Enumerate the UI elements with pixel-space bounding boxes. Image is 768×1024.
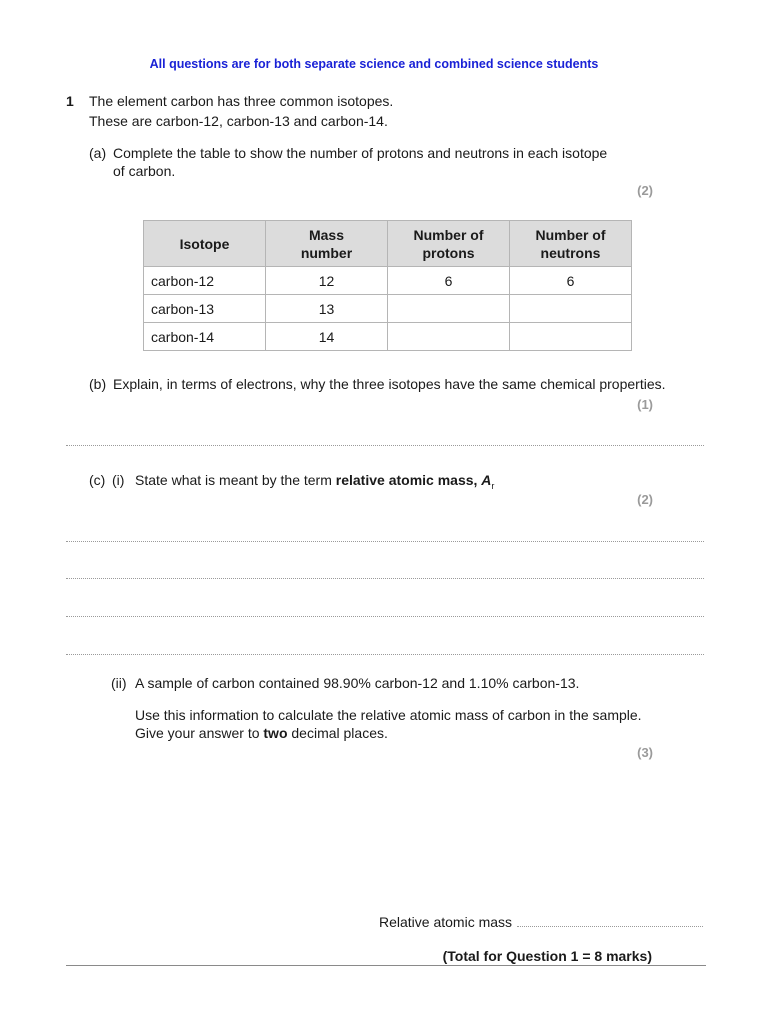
cell-protons-answer[interactable] <box>388 323 510 351</box>
header-isotope <box>144 221 266 267</box>
part-c-ii-text-line3-bold: two <box>263 725 288 741</box>
question-intro-line1: The element carbon has three common isotopes. <box>89 93 394 109</box>
part-c-i-term: relative atomic mass, <box>335 472 482 488</box>
table-row <box>144 295 632 323</box>
header-protons <box>388 221 510 267</box>
part-c-ii-text-line3 <box>135 725 388 741</box>
isotope-table <box>143 220 632 351</box>
bottom-rule <box>66 965 706 966</box>
answer-line-c-i-1[interactable] <box>66 541 704 542</box>
header-protons-line1: Number of <box>413 226 484 243</box>
part-b-text: Explain, in terms of electrons, why the three isotopes have the same chemical properties. <box>113 376 666 392</box>
answer-field-relative-atomic-mass[interactable] <box>517 926 703 927</box>
question-intro-line2: These are carbon-12, carbon-13 and carbon-14. <box>89 113 388 129</box>
answer-line-c-i-4[interactable] <box>66 654 704 655</box>
header-mass-number <box>266 221 388 267</box>
part-c-ii-text-line2: Use this information to calculate the relative atomic mass of carbon in the sample. <box>135 707 642 723</box>
part-c-i-subscript: r <box>491 480 495 491</box>
answer-line-c-i-2[interactable] <box>66 578 704 579</box>
header-mass-line2: number <box>300 244 353 261</box>
cell-mass-number: 13 <box>266 295 388 323</box>
part-a-marks: (2) <box>637 183 653 198</box>
part-c-i-label: (i) <box>112 472 125 488</box>
part-c-ii-text-line3-prefix: Give your answer to <box>135 725 264 741</box>
header-mass-line1: Mass <box>308 226 345 243</box>
question-number: 1 <box>66 93 74 109</box>
cell-neutrons: 6 <box>510 267 632 295</box>
part-b-marks: (1) <box>637 397 653 412</box>
part-c-i-symbol: A <box>481 472 492 488</box>
cell-isotope: carbon-14 <box>144 323 266 351</box>
cell-isotope: carbon-12 <box>144 267 266 295</box>
cell-protons-answer[interactable] <box>388 295 510 323</box>
part-c-ii-text-line3-suffix: decimal places. <box>287 725 388 741</box>
cell-neutrons-answer[interactable] <box>510 323 632 351</box>
table-header-row <box>144 221 632 267</box>
question-total: (Total for Question 1 = 8 marks) <box>442 948 652 964</box>
header-neutrons-line2: neutrons <box>540 244 601 261</box>
part-c-ii-label: (ii) <box>111 675 127 691</box>
part-a-text-line2: of carbon. <box>113 163 176 179</box>
part-a-text-line1: Complete the table to show the number of protons and neutrons in each isotope <box>113 145 608 161</box>
answer-line-c-i-3[interactable] <box>66 616 704 617</box>
table-row <box>144 323 632 351</box>
page-banner: All questions are for both separate science and combined science students <box>149 57 599 71</box>
part-c-i-marks: (2) <box>637 492 653 507</box>
part-c-label: (c) <box>89 472 106 488</box>
header-isotope-text: Isotope <box>179 235 230 252</box>
table-row <box>144 267 632 295</box>
cell-isotope: carbon-13 <box>144 295 266 323</box>
cell-protons: 6 <box>388 267 510 295</box>
part-c-i-text-prefix: State what is meant by the term <box>135 472 336 488</box>
part-b-label: (b) <box>89 376 107 392</box>
part-c-i-text <box>135 472 494 491</box>
header-protons-line2: protons <box>422 244 475 261</box>
header-neutrons <box>510 221 632 267</box>
answer-line-b[interactable] <box>66 445 704 446</box>
cell-mass-number: 12 <box>266 267 388 295</box>
cell-mass-number: 14 <box>266 323 388 351</box>
header-neutrons-line1: Number of <box>535 226 606 243</box>
part-a-label: (a) <box>89 145 107 161</box>
part-c-ii-marks: (3) <box>637 745 653 760</box>
cell-neutrons-answer[interactable] <box>510 295 632 323</box>
part-c-ii-text-line1: A sample of carbon contained 98.90% carbon-12 and 1.10% carbon-13. <box>135 675 580 691</box>
answer-label: Relative atomic mass <box>379 914 513 930</box>
